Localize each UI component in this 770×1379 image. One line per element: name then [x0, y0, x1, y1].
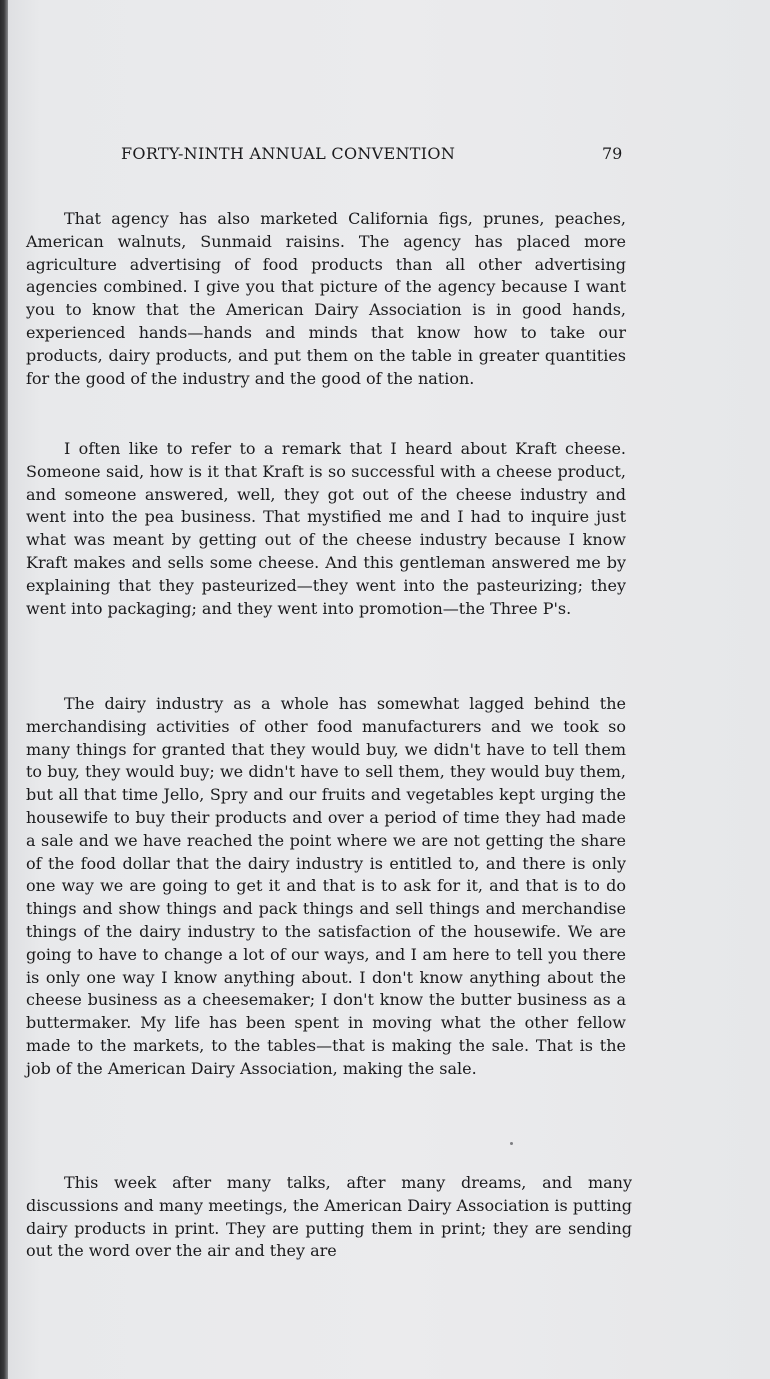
paragraph-dairy-industry: The dairy industry as a whole has somewhat lagged behind the merchandising activities of other food manufacturers and we took so many things for granted that they would buy, we didn't have to tell them to buy, they would buy; we didn't have to sell them, they would buy them, but all that time Jello, Spry and our fruits and vegetables kept urging the housewife to buy their products and over a period of time they had made a sale and we have reached the point where we are not getting the share of the food dollar that the dairy industry is entitled to, and there is only one way we are going to get it and that is to ask for it, and that is to do things and show things and pack things and sell things and merchandise things of the dairy industry to the satisfaction of the housewife. We are going to have to change a lot of our ways, and I am here to tell you there is only one way I know anything about. I don't know anything about the cheese business as a cheesemaker; I don't know the butter business as a buttermaker. My life has been spent in moving what the other fellow made to the markets, to the tables—that is making the sale. That is the job of the American Dairy Association, making the sale.: [26, 694, 626, 1078]
paragraph-this-week: This week after many talks, after many dreams, and many discussions and many meetings, the American Dairy Association is putting dairy products in print. They are putting them in print; they are sending out the word over the air and they are: [26, 1173, 632, 1261]
paragraph-agency: That agency has also marketed California figs, prunes, peaches, American walnuts, Sunmaid raisins. The agency has placed more agriculture advertising of food products than all other advertising agencies combined. I give you that picture of the agency because I want you to know that the American Dairy Association is in good hands, experienced hands—hands and minds that know how to take our products, dairy products, and put them on the table in greater quantities for the good of the industry and the good of the nation.: [26, 209, 626, 388]
paper-speck: [510, 1142, 513, 1145]
running-title: FORTY-NINTH ANNUAL CONVENTION: [121, 144, 456, 163]
page-number: 79: [602, 144, 623, 163]
binding-edge: [0, 0, 8, 1379]
paragraph-kraft: I often like to refer to a remark that I heard about Kraft cheese. Someone said, how is it that Kraft is so successful with a cheese product, and someone answered, well, they got out of the cheese industry and went into the pea business. That mystified me and I had to inquire just what was meant by getting out of the cheese industry because I know Kraft makes and sells some cheese. And this gentleman answered me by explaining that they pasteurized—they went into the pasteurizing; they went into packaging; and they went into promotion—the Three P's.: [26, 439, 626, 618]
